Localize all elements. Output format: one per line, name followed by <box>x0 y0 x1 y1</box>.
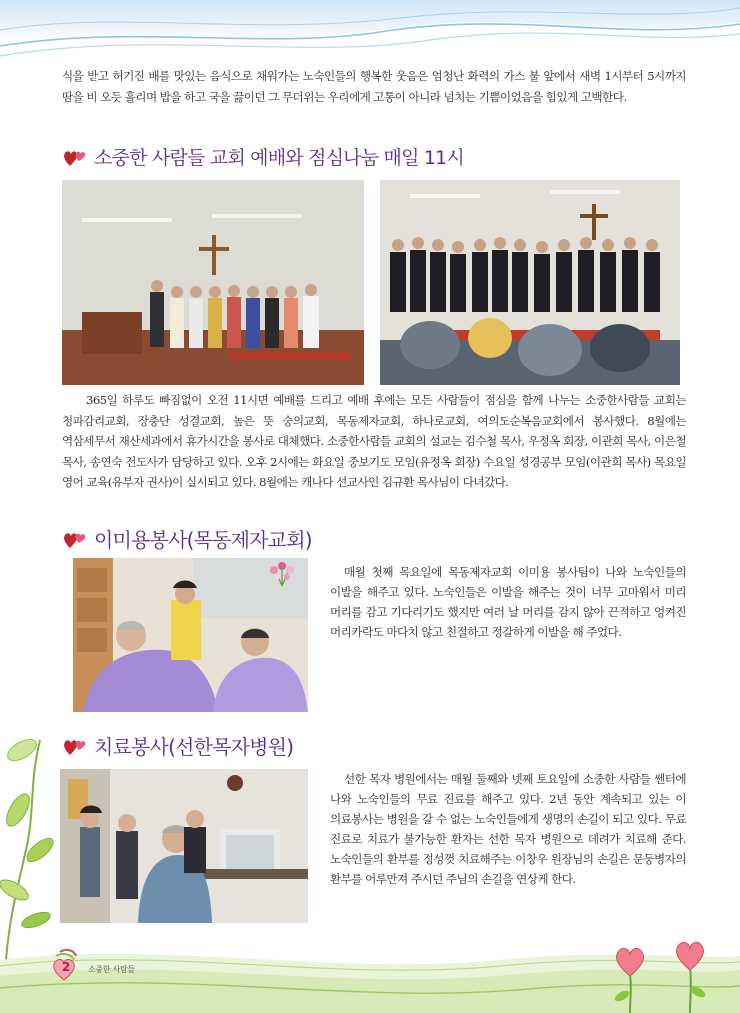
page-number: 2 <box>61 960 71 974</box>
section2-heading <box>62 524 312 553</box>
hearts-icon <box>62 528 88 550</box>
section1-body: 365일 하루도 빠짐없이 오전 11시면 예배를 드리고 예배 후에는 모든 사람들이 점심을 함께 나누는 소중한사람들 교회는 청파감리교회, 장충단 성결교회, 높은 뜻 숭의교회, 목동제자교회, 하나로교회, 여의도순복음교회에서 봉사했다. 8월에는 역삼세무서 재산세과에서 휴가시간을 봉사로 대체했다. 소중한사람들 교회의 설교는 김수철 목사, 우정옥 회장, 이관희 목사, 이은철 목사, 송연숙 전도사가 담당하고 있다. 오후 2시에는 화요일 중보기도 모임(유정옥 회장) 수요일 성경공부 모임(이관희 목사) 목요일 영어 교육(유부자 권사)이 실시되고 있다. 8월에는 캐나다 선교사인 김규환 목사님이 다녀갔다. <box>62 393 686 489</box>
heart-flowers-decoration <box>600 938 720 1013</box>
leaf-vine-decoration <box>0 720 60 960</box>
worship-group-photo <box>62 180 364 385</box>
footer-publication-name: 소중한 사람들 <box>88 965 135 974</box>
section2-title: 이미용봉사(목동제자교회) <box>94 528 312 552</box>
hearts-icon <box>62 146 88 168</box>
hearts-icon <box>62 735 88 757</box>
intro-paragraph: 식을 받고 허기진 배를 맛있는 음식으로 채워가는 노숙인들의 행복한 웃음은 엄청난 화력의 가스 불 앞에서 새벽 1시부터 5시까지 땀을 비 오듯 흘리며 밥을 하고 국을 끓이던 그 무더위는 우리에게 고통이 아니라 넘치는 기쁨이었음을 힘있게 고백한다. <box>62 69 686 104</box>
worship-service-photo <box>380 180 680 385</box>
flower-bouquet-decoration <box>262 558 302 588</box>
section1-heading <box>62 143 464 170</box>
medical-service-photo <box>60 769 308 923</box>
header-wave-decoration <box>0 0 740 70</box>
section1-title: 소중한 사람들 교회 예배와 점심나눔 매일 11시 <box>94 147 464 169</box>
section3-body: 선한 목자 병원에서는 매월 둘째와 넷째 토요일에 소중한 사람들 쎈터에 나와 노숙인들의 무료 진료를 해주고 있다. 2년 동안 계속되고 있는 이 의료봉사는 병원을 갈 수 없는 노숙인들에게 생명의 손길이 되고 있다. 무료 진료로 치료가 불가능한 환자는 선한 목자 병원으로 데려가 치료해 준다. 노숙인들의 환부를 정성껏 치료해주는 이창우 원장님의 손길은 문둥병자의 환부를 어루만져 주시던 주님의 손길을 연상케 한다. <box>330 772 686 886</box>
section3-title: 치료봉사(선한목자병원) <box>94 735 294 759</box>
section2-body: 매월 첫째 목요일에 목동제자교회 이미용 봉사팀이 나와 노숙인들의 이발을 해주고 있다. 노숙인들은 이발을 해주는 것이 너무 고마워서 미리 머리를 감고 기다리기도 했지만 여러 날 머리를 감지 않아 끈적하고 엉켜진 머리카락도 마다치 않고 친절하고 정갈하게 이발을 해 주었다. <box>330 565 686 639</box>
section3-heading <box>62 731 293 760</box>
